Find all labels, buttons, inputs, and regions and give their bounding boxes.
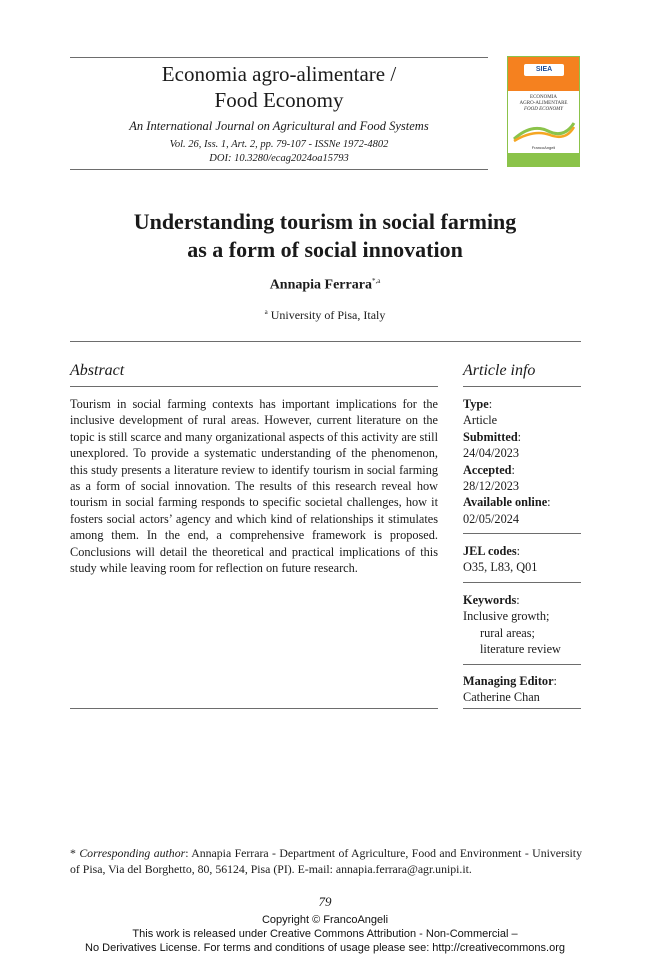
info-rule-1 xyxy=(463,533,581,534)
jel-label: JEL codes xyxy=(463,544,517,558)
info-bottom-rule xyxy=(463,708,581,709)
journal-doi-line: DOI: 10.3280/ecag2024oa15793 xyxy=(209,153,349,164)
online-row: Available online: xyxy=(463,495,551,510)
info-rule-2 xyxy=(463,582,581,583)
header-top-rule xyxy=(70,57,488,58)
keywords-label: Keywords xyxy=(463,593,517,607)
abstract-heading: Abstract xyxy=(70,362,125,379)
submitted-value: 24/04/2023 xyxy=(463,446,520,461)
jel-block xyxy=(463,543,581,576)
type-row: Type: xyxy=(463,397,493,411)
article-dates-block xyxy=(463,396,581,527)
editor-value: Catherine Chan xyxy=(463,690,540,705)
title-bottom-rule xyxy=(70,341,581,342)
online-label: Available online xyxy=(463,495,548,510)
online-value: 02/05/2024 xyxy=(463,511,520,526)
affiliation-mark: a xyxy=(264,308,268,316)
type-label: Type xyxy=(463,397,489,411)
editor-label: Managing Editor xyxy=(463,674,554,688)
page-number: 79 xyxy=(318,894,332,909)
keyword-item: Inclusive growth; xyxy=(463,609,550,624)
license-line-2: No Derivatives License. For terms and conditions of usage please see: http://creativecommons.org xyxy=(85,942,565,954)
accepted-value: 28/12/2023 xyxy=(463,479,520,494)
abstract-head-rule xyxy=(70,386,438,387)
editor-block xyxy=(463,673,581,706)
author-marks: *,a xyxy=(371,277,381,285)
corresponding-author-footnote xyxy=(70,845,582,877)
affiliation-line xyxy=(70,308,580,323)
accepted-label: Accepted xyxy=(463,462,512,477)
journal-subtitle: An International Journal on Agricultural and Food Systems xyxy=(129,119,429,133)
info-head-rule xyxy=(463,386,581,387)
article-title xyxy=(70,208,580,264)
footnote-label: Corresponding author xyxy=(79,846,186,860)
abstract-bottom-rule xyxy=(70,708,438,709)
jel-value: O35, L83, Q01 xyxy=(463,560,538,575)
submitted-label: Submitted xyxy=(463,429,518,444)
info-rule-3 xyxy=(463,664,581,665)
cover-title-line1: ECONOMIA xyxy=(530,95,557,100)
keyword-item: literature review xyxy=(480,642,561,657)
keywords-row: Keywords: xyxy=(463,593,520,607)
affiliation-text: University of Pisa, Italy xyxy=(270,308,386,322)
journal-title-line2: Food Economy xyxy=(214,88,344,112)
author-name: Annapia Ferrara xyxy=(269,277,372,293)
abstract-text: Tourism in social farming contexts has important implications for the inclusive development of rural areas. However, current literature on the topic is still scarce and many organizational aspects of this activity are still unexplored. To provide a systematic understanding of the phenomenon, this study presents a literature review to identify tourism in social farming as a form of social innovation. The results of this research reveal how tourism in social farming responds to specific societal challenges, how it fosters social actors’ agency and which kind of relationships it stimulates among them. In the end, a comprehensive framework is proposed. Conclusions will detail the theoretical and practical implications of this study while leaving room for reflection on future research. xyxy=(70,397,438,576)
article-info-heading: Article info xyxy=(463,362,536,379)
cover-publisher: FrancoAngeli xyxy=(531,145,556,150)
cover-bottom-band xyxy=(508,153,579,166)
journal-cover-thumbnail xyxy=(507,56,580,167)
footnote-mark: * xyxy=(70,846,76,860)
cover-logo: SIEA xyxy=(524,64,564,76)
license-line-1: This work is released under Creative Commons Attribution - Non-Commercial – xyxy=(132,928,518,940)
keyword-item: rural areas; xyxy=(480,625,535,640)
cover-title-line2: AGRO-ALIMENTARE xyxy=(519,101,568,106)
editor-row: Managing Editor: xyxy=(463,674,557,688)
footnote-text: : Annapia Ferrara - Department of Agriculture, Food and Environment - University of Pisa, Via del Borghetto, 80, 56124, Pisa (PI). E-mail: annapia.ferrara@agr.unipi.it. xyxy=(70,846,582,876)
copyright-line: Copyright © FrancoAngeli xyxy=(261,914,389,926)
keywords-block xyxy=(463,592,581,658)
cover-wave-graphic xyxy=(512,119,576,143)
type-value: Article xyxy=(463,413,498,428)
submitted-row: Submitted: xyxy=(463,429,522,444)
author-line xyxy=(70,277,580,294)
jel-row: JEL codes: xyxy=(463,544,521,558)
journal-title-line1: Economia agro-alimentare / xyxy=(161,62,397,86)
article-title-line1: Understanding tourism in social farming xyxy=(133,209,517,234)
cover-title-line3: FOOD ECONOMY xyxy=(523,107,564,112)
journal-volume-line: Vol. 26, Iss. 1, Art. 2, pp. 79-107 - ISSNe 1972-4802 xyxy=(169,139,389,150)
article-title-line2: as a form of social innovation xyxy=(187,237,463,262)
accepted-row: Accepted: xyxy=(463,462,515,477)
journal-title xyxy=(70,61,488,113)
header-bottom-rule xyxy=(70,169,488,170)
